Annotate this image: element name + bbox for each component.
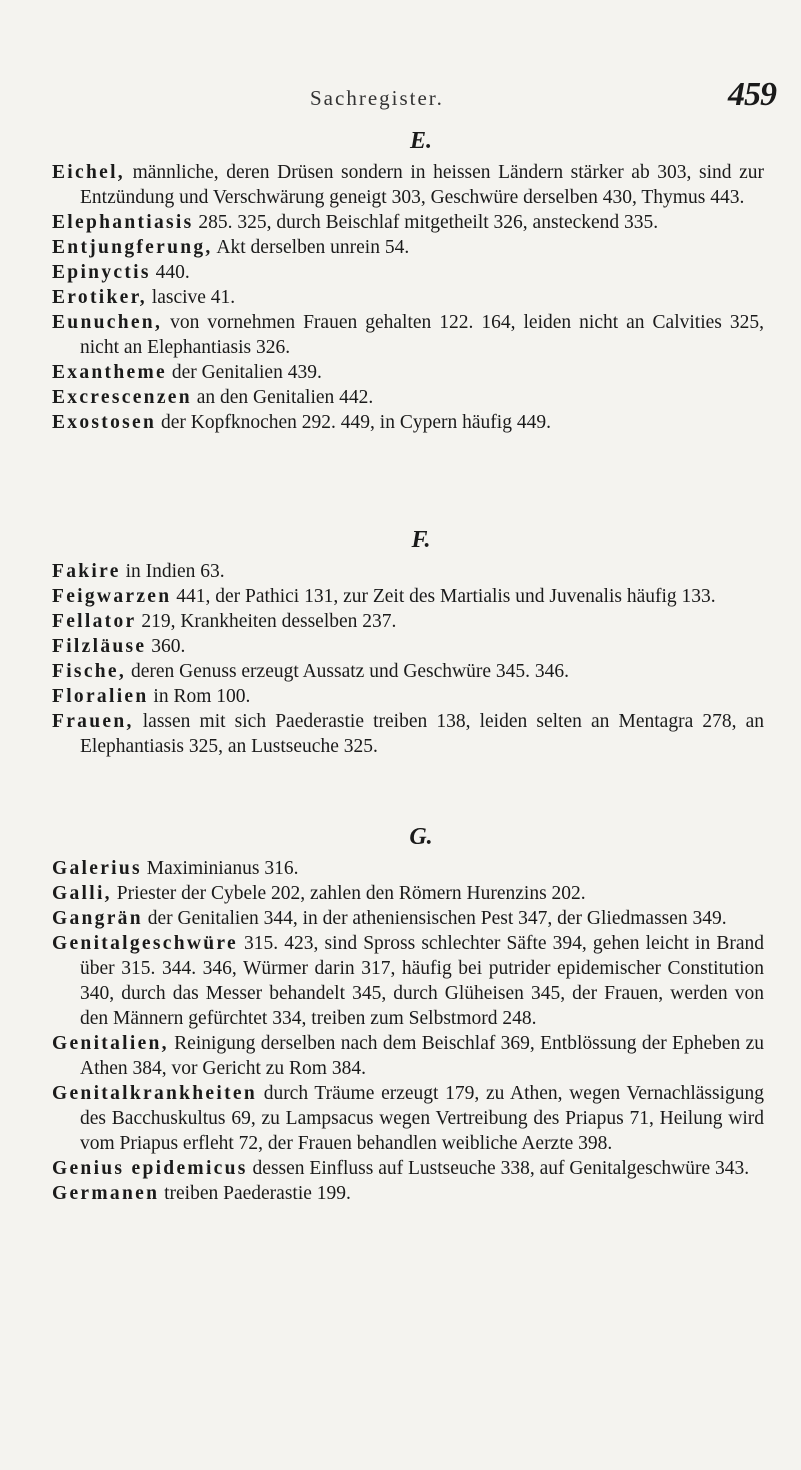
entry-text: deren Genuss erzeugt Aussatz und Geschwüre 345. 346.: [126, 661, 570, 682]
index-entry: [52, 684, 764, 709]
entry-headword: Eunuchen,: [52, 312, 163, 333]
entry-text: lassen mit sich Paederastie treiben 138, leiden selten an Mentagra 278, an Elephantiasis 325, an Lustseuche 325.: [80, 711, 764, 757]
section-f: [52, 521, 764, 759]
entry-text: durch Träume erzeugt 179, zu Athen, wegen Vernachlässigung des Bacchuskultus 69, zu Lampsacus wegen Vertreibung des Priapus 71, Heilung wird vom Priapus erfleht 72, der Frauen behandlen weibliche Aerzte 398.: [80, 1083, 764, 1154]
index-entry: [52, 235, 764, 260]
section-letter: E.: [409, 128, 432, 154]
entry-list: [52, 160, 764, 435]
index-entry: [52, 559, 764, 584]
section-letter: G.: [409, 824, 433, 850]
index-entry: [52, 881, 764, 906]
index-entry: [52, 906, 764, 931]
entry-text: an den Genitalien 442.: [191, 387, 374, 408]
entry-headword: Frauen,: [52, 711, 134, 732]
section-e: [52, 122, 764, 435]
index-entry: [52, 1156, 764, 1181]
entry-text: 315. 423, sind Spross schlechter Säfte 394, gehen leicht in Brand über 315. 344. 346, Würmer darin 317, häufig bei putrider epidemischer Constitution 340, durch das Messer behandelt 345, durch Glüheisen 345, der Frauen, werden von den Männern gefürchtet 334, treiben zum Selbstmord 248.: [80, 933, 764, 1029]
entry-text: Reinigung derselben nach dem Beischlaf 369, Entblössung der Epheben zu Athen 384, vor Gericht zu Rom 384.: [80, 1033, 764, 1079]
entry-text: Maximinianus 316.: [141, 858, 299, 879]
running-head: [0, 70, 801, 113]
entry-headword: Entjungferung,: [52, 237, 213, 258]
running-title: Sachregister.: [310, 86, 444, 110]
entry-headword: Excrescenzen: [52, 387, 192, 408]
entry-headword: Germanen: [52, 1183, 160, 1204]
index-entry: [52, 709, 764, 759]
entry-headword: Gangrän: [52, 908, 143, 929]
entry-text: von vornehmen Frauen gehalten 122. 164, leiden nicht an Calvities 325, nicht an Elephantiasis 326.: [80, 312, 764, 358]
entry-text: 360.: [146, 636, 186, 657]
index-entry: [52, 931, 764, 1031]
index-entry: [52, 285, 764, 310]
index-entry: [52, 385, 764, 410]
index-entry: [52, 609, 764, 634]
entry-headword: Galerius: [52, 858, 142, 879]
entry-headword: Galli,: [52, 883, 112, 904]
index-entry: [52, 160, 764, 210]
entry-headword: Epinyctis: [52, 262, 151, 283]
index-entry: [52, 584, 764, 609]
index-entry: [52, 659, 764, 684]
entry-text: der Genitalien 344, in der atheniensischen Pest 347, der Gliedmassen 349.: [142, 908, 727, 929]
index-entry: [52, 410, 764, 435]
entry-headword: Genitalkrankheiten: [52, 1083, 257, 1104]
index-entry: [52, 310, 764, 360]
entry-text: 219, Krankheiten desselben 237.: [136, 611, 397, 632]
index-entry: [52, 1031, 764, 1081]
index-entry: [52, 1181, 764, 1206]
entry-text: der Kopfknochen 292. 449, in Cypern häufig 449.: [156, 412, 551, 433]
entry-headword: Fellator: [52, 611, 137, 632]
entry-text: Akt derselben unrein 54.: [212, 237, 410, 258]
entry-headword: Genitalgeschwüre: [52, 933, 238, 954]
index-entry: [52, 634, 764, 659]
entry-list: [52, 559, 764, 759]
entry-text: der Genitalien 439.: [166, 362, 322, 383]
entry-text: männliche, deren Drüsen sondern in heissen Ländern stärker ab 303, sind zur Entzündung und Verschwärung geneigt 303, Geschwüre derselben 430, Thymus 443.: [80, 162, 764, 208]
entry-headword: Genius epidemicus: [52, 1158, 248, 1179]
entry-headword: Eichel,: [52, 162, 125, 183]
entry-text: treiben Paederastie 199.: [159, 1183, 351, 1204]
index-entry: [52, 210, 764, 235]
entry-headword: Erotiker,: [52, 287, 147, 308]
entry-headword: Floralien: [52, 686, 149, 707]
entry-headword: Exantheme: [52, 362, 167, 383]
entry-text: in Indien 63.: [120, 561, 225, 582]
index-entry: [52, 360, 764, 385]
entry-list: [52, 856, 764, 1206]
entry-text: 441, der Pathici 131, zur Zeit des Martialis und Juvenalis häufig 133.: [171, 586, 716, 607]
entry-headword: Elephantiasis: [52, 212, 194, 233]
index-entry: [52, 260, 764, 285]
index-entry: [52, 1081, 764, 1156]
entry-headword: Exostosen: [52, 412, 157, 433]
entry-headword: Feigwarzen: [52, 586, 172, 607]
index-entry: [52, 856, 764, 881]
page-number: 459: [728, 76, 776, 113]
entry-headword: Filzläuse: [52, 636, 147, 657]
section-g: [52, 818, 764, 1206]
entry-text: 440.: [150, 262, 190, 283]
entry-text: lascive 41.: [146, 287, 236, 308]
entry-text: 285. 325, durch Beischlaf mitgetheilt 326, ansteckend 335.: [193, 212, 659, 233]
entry-text: Priester der Cybele 202, zahlen den Römern Hurenzins 202.: [111, 883, 586, 904]
entry-headword: Fische,: [52, 661, 127, 682]
entry-text: in Rom 100.: [148, 686, 251, 707]
entry-text: dessen Einfluss auf Lustseuche 338, auf Genitalgeschwüre 343.: [247, 1158, 750, 1179]
section-letter: F.: [411, 527, 431, 553]
entry-headword: Genitalien,: [52, 1033, 169, 1054]
entry-headword: Fakire: [52, 561, 121, 582]
